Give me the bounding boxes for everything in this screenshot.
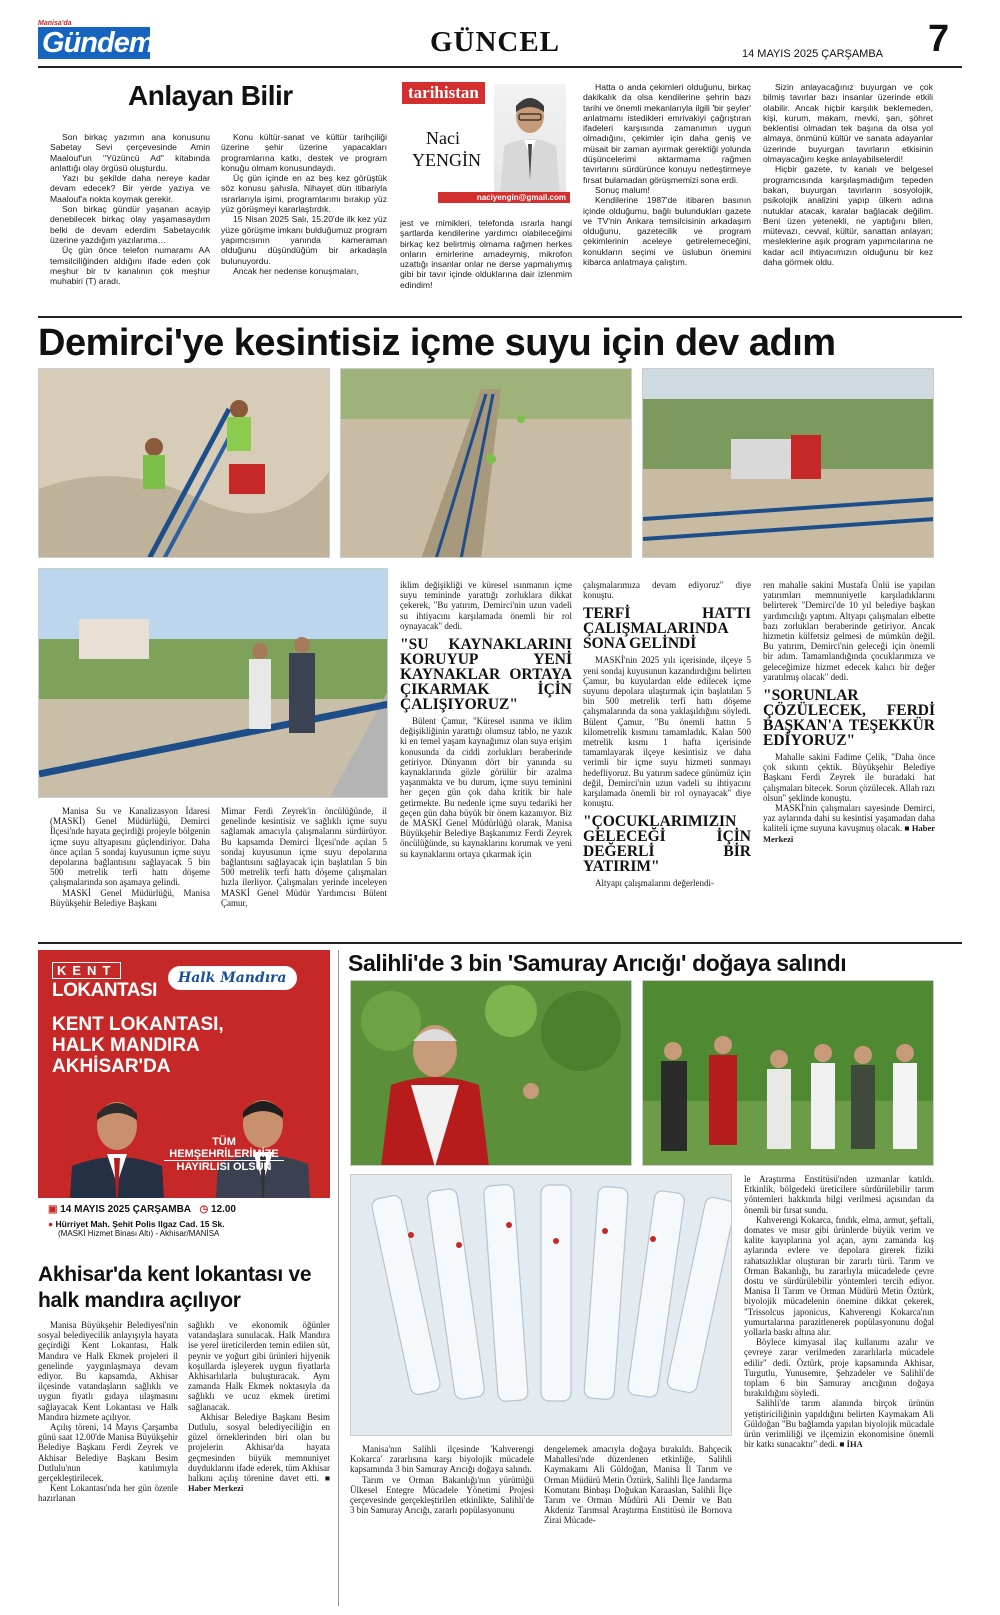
demirci-subheading-2: TERFİ HATTI ÇALIŞMALARINDA SONA GELİNDİ (583, 605, 751, 653)
author-email: naciyengin@gmail.com (438, 192, 570, 203)
salihli-photo-group (642, 980, 934, 1166)
newspaper-logo (38, 20, 154, 64)
demirci-text-5: ren mahalle sakini Mustafa Ünlü ise yapılan yatırımları memnuniyetle karşıladıklarını belirterek "Demirci'de 10 yıl belediye başkan yardımcılığı yaptım. Altyapı çalışmaları elbette bazı zorlukları beraberinde getiriyor. Ancak hizmetin külfetsiz gelmesi de mümkün değil. Bu yatırım, Demirci'nin geleceği için önemli bir adım. Tamamlandığında çocuklarımıza ve geleceğimize hizmet edecek kalıcı bir değer yaratılmış olacak" dedi. "SORUNLAR ÇÖZÜLECEK, FERDİ BAŞKAN'A TEŞEKKÜR EDİYORUZ" Mahalle sakini Fadime Çelik, "Daha önce çok sıkıntı çektik. Büyükşehir Belediye Başkanı Ferdi Zeyrek ile buradaki hat çalışmaları bitecek. Sorun çözülecek. Allah razı olsun" şeklinde konuştu. MASKİ'nin çalışmaları sayesinde Demirci, yaz aylarında dahi su kesintisi yaşamadan daha kaliteli içme suyuna kavuşmuş olacak. ■ Haber Merkezi (763, 580, 935, 844)
demirci-text-4: çalışmalarımıza devam ediyoruz" diye konuştu. TERFİ HATTI ÇALIŞMALARINDA SONA GELİNDİ MASKİ'nin 2025 yılı içerisinde, ilçeye 5 yeni sondaj kuyusunun kazandırdığını belirten Çamur, bu kuyulardan elde edilecek içme suyunu depolara ulaştırmak için başlatılan 5 bin 500 metrelik terfi hattı döşeme çalışmalarında da sona yaklaşıldığını söyledi. Bülent Çamur, "Bu önemli hattın 5 kilometrelik kısmını tamamladık. Kalan 500 metrelik kısmı 1 hafta içerisinde tamamlayarak ilçeye kesintisiz ve daha verimli bir içme suyu hizmeti sunmayı hedefliyoruz. Bu yatırım sadece günümüz için değil, Demirci'nin uzun vadeli su ihtiyacını karşılamada önemli bir rol oynayacak" diye konuştu. "ÇOCUKLARIMIZIN GELECEĞİ İÇİN DEĞERLİ BİR YATIRIM" Altyapı çalışmalarını değerlendi- (583, 580, 751, 889)
page-date: 14 MAYIS 2025 ÇARŞAMBA (742, 48, 884, 60)
akhisar-text-1: Manisa Büyükşehir Belediyesi'nin sosyal belediyecilik anlayışıyla hayata geçirdiği Kent Lokantası, Halk Mandıra ve Halk Ekmek projeleri il genelinde yaygınlaşmaya devam ediyor. Bu kapsamda, Akhisar ilçesinde vatandaşların sağlıklı ve uygun fiyatlı gıdaya ulaşmasını sağlayacak Kent Lokantası ve Halk Mandıra hizmete açılıyor. Açılış töreni, 14 Mayıs Çarşamba günü saat 12.00'de Manisa Büyükşehir Belediye Başkanı Ferdi Zeyrek ve Akhisar Belediye Başkanı Besim Dutlulu'nun katılımıyla gerçekleştirilecek. Kent Lokantası'nda her gün özenle hazırlanan (38, 1320, 178, 1504)
salihli-text-3: le Araştırma Enstitüsü'nden uzmanlar katıldı. Etkinlik, bölgedeki üreticilere sürdürülebilir tarım yöntemleri hakkında bilgi verilmesi açısından da önemli bir fırsat sundu. Kahverengi Kokarca, fındık, elma, armut, şeftali, domates ve mısır gibi ürünlerde büyük verim ve kalite kayıplarına yol açan, aynı zamanda kış aylarında evlere ve depolara girerek fiziki rahatsızlıklar oluşturan bir zararlı türü. Tarım ve Orman Bakanlığı, bu zararlıyla mücadelede çevre dostu ve sürdürülebilir yöntemleri tercih ediyor. Manisa İl Tarım ve Orman Müdürü Metin Öztürk, biyolojik mücadelenin önemine dikkat çekerek, "Trissolcus japonicus, Kahverengi Kokarca'nın yumurtalarına parazitlenerek popülasyonunu doğal yollarla baskı altına alır. Böylece kimyasal ilaç kullanımı azalır ve çevreye zarar verilmeden zararlılarla mücadele edilir" dedi. Öztürk, proje kapsamında Akhisar, Turgutlu, Yunusemre, Şehzadeler ve Salihli'de toplam 6 bin Samuray arıcığının doğaya bırakıldığını söyledi. Salihli'de tarım alanında birçok ürünün yetiştiriciliğinin yapıldığını belirten Kaymakam Ali Güldoğan "Bu bağlamda yapılan biyolojik mücadale ürün verimliliği ve ilçemizin ekonomisine önemli bir katkı sunacaktır" dedi. ■ İHA (744, 1174, 934, 1450)
ad-slogan-line3: HAYIRLISI OLSUN (164, 1160, 284, 1173)
demirci-headline: Demirci'ye kesintisiz içme suyu için dev adım (38, 322, 836, 364)
demirci-text-3: iklim değişikliği ve küresel ısınmanın içme suyu temininde yarattığı zorluklara dikkat çekerek, "Bu yatırım, Demirci'nin uzun vadeli su ihtiyacını karşılamada önemli bir rol oynayacak" dedi. "SU KAYNAKLARINI KORUYUP YENİ KAYNAKLAR ORTAYA ÇIKARMAK İÇİN ÇALIŞIYORUZ" Bülent Çamur, "Küresel ısınma ve iklim değişikliğinin yarattığı olumsuz tablo, ne yazık ki en temel yaşam kaynağımız olan suya erişim konusunda da ciddi zorlukları beraberinde getiriyor. Dünyanın dört bir yanında su kaynaklarında gözle görülür bir azalma yaşanmakta ve bu durum, içme suyu teminini her geçen gün çok daha kritik bir hale getirmekte. Bu nedenle içme suyu tedariki her geçen gün daha büyük bir önem kazanıyor. Biz de MASKİ Genel Müdürlüğü olarak, Manisa Büyükşehir Belediye Başkanımız Ferdi Zeyrek öncülüğünde, su kaynaklarını korumak ve yeni su kaynaklarını ortaya çıkarmak için (400, 580, 572, 859)
divider-1 (38, 316, 962, 318)
demirci-photo-truck (642, 368, 934, 558)
demirci-photo-officials (38, 568, 388, 798)
demirci-subheading-3: "ÇOCUKLARIMIZIN GELECEĞİ İÇİN DEĞERLİ BİR YATIRIM" (583, 813, 751, 876)
ad-date: 14 MAYIS 2025 ÇARŞAMBA (60, 1204, 191, 1215)
akhisar-headline: Akhisar'da kent lokantası ve halk mandıra açılıyor (38, 1263, 312, 1312)
calendar-icon: ▣ (48, 1204, 58, 1215)
akhisar-text-2: sağlıklı ve ekonomik öğünler vatandaşlara sunulacak. Halk Mandıra ise yerel üreticilerden temin edilen süt, peynir ve yoğurt gibi ürünleri hijyenik koşullarda işleyerek uygun fiyatlarla Akhisarlılarla buluşturacak. Aynı zamanda Halk Ekmek noktasıyla da sağlıklı ve ucuz ekmek üretimi sağlanacak. Akhisar Belediye Başkanı Besim Dutlulu, sosyal belediyeciliğin en güzel örneklerinden biri olan bu projelerin Akhisar'da hayata geçmesinden büyük memnuniyet duyduklarını ifade ederek, tüm Akhisar halkını açılış törenine davet etti. ■ Haber Merkezi (188, 1320, 330, 1494)
salihli-text-1: Manisa'nın Salihli ilçesinde 'Kahverengi Kokarca' zararlısına karşı biyolojik mücadele kapsamında 3 bin Samuray Arıcığı doğaya salındı. Tarım ve Orman Bakanlığı'nın yürüttüğü Ülkesel Entegre Mücadele Yönetimi Projesi çerçevesinde gerçekleştirilen etkinlikte, Salihli'de 3 bin Samuray Arıcığı, zararlı popülasyonunu (350, 1444, 534, 1516)
ad-brand-halk-mandira: Halk Mandıra (168, 966, 297, 990)
logo-top-text: Manisa'da (38, 20, 72, 27)
logo-main-text: Gündem (38, 27, 150, 59)
demirci-byline: ■ Haber Merkezi (763, 823, 935, 844)
salihli-headline: Salihli'de 3 bin 'Samuray Arıcığı' doğaya salındı (348, 950, 847, 976)
ad-headline: KENT LOKANTASI, HALK MANDIRA AKHİSAR'DA (52, 1014, 224, 1077)
ad-slogan-line2: HEMŞEHRİLERİMİZE (169, 1148, 279, 1160)
ad-time: 12.00 (210, 1204, 236, 1215)
ad-brand-kent (52, 962, 157, 1002)
column-title: Anlayan Bilir (128, 80, 293, 111)
author-photo (494, 84, 566, 196)
demirci-photo-workers (38, 368, 330, 558)
ad-slogan (164, 1136, 284, 1173)
demirci-photo-trench (340, 368, 632, 558)
column-text-2: Konu kültür-sanat ve kültür tarihçiliği üzerine şehir üzerine yapacakları programlarına katkı, destek ve program konuğu olmam konusundaydı. Üç gün içinde en az beş kez görüştük söz konusu şahısla. Nihayet dün itibariyla ısrarlarıyla işimi, programlarımı bırakıp yüz yüz görüşmeyi kararlaştırdık. 15 Nisan 2025 Salı, 15.20'de ilk kez yüz yüze görüşme imkanı bulduğumuz program yapımcısının yanında kameraman olduğunu düşündüğüm bir arkadaşla bulunuyordu. Ancak her nedense konuşmaları, (221, 132, 387, 276)
demirci-subheading-4: "SORUNLAR ÇÖZÜLECEK, FERDİ BAŞKAN'A TEŞEKKÜR EDİYORUZ" (763, 687, 935, 750)
vertical-divider (338, 950, 339, 1606)
divider-2 (38, 942, 962, 944)
section-title: GÜNCEL (429, 26, 561, 58)
demirci-text-2: Mimar Ferdi Zeyrek'in öncülüğünde, il genelinde kesintisiz ve sağlıklı içme suyu sağlamak amacıyla çalışmalarını sürdürüyor. Bu kapsamda Demirci İlçesi'nde açılan 5 sondaj kuyusunun içme suyu depolarına bağlantısını sağlayacak için başlatılan 5 bin 500 metrelik terfi hattı döşeme çalışmaları hızla ilerliyor. Çalışmaları yerinde inceleyen MASKİ Genel Müdür Yardımcısı Bülent Çamur, (221, 806, 387, 908)
location-pin-icon: ● (48, 1219, 54, 1229)
clock-icon: ◷ (199, 1204, 209, 1215)
demirci-subheading-1: "SU KAYNAKLARINI KORUYUP YENİ KAYNAKLAR ORTAYA ÇIKARMAK İÇİN ÇALIŞIYORUZ" (400, 636, 572, 714)
ad-address-1: Hürriyet Mah. Şehit Polis Ilgaz Cad. 15 Sk. (55, 1219, 225, 1229)
column-text-3: jest ve mimikleri, telefonda ısrarla hangi şartlarda kendilerine yardımcı olabileceğimi birkaç kez belirtmiş olmama rağmen herkes onların emirlerine amadeymiş, mikrofon uzattığı insanlar onlar ne derse yapmalıymış gibi bir tavır içinde olduklarına dair izlenmim edindim! (400, 218, 572, 290)
akhisar-byline: ■ Haber Merkezi (188, 1473, 330, 1494)
ad-brand-kent-top: KENT (52, 962, 121, 979)
page-number: 7 (928, 18, 950, 60)
ad-brand-kent-bottom: LOKANTASI (52, 980, 157, 1001)
column-text-4: Hatta o anda çekimleri olduğunu, birkaç dakikalık da olsa kendilerine şehrin bazı tarihi ve önemli mekanlarıyla ilgili 'bir şeyler' anlatmamı istedikleri emrivakiyi çağrıştıran ifadeleri karşısında zamanımın uygun olmadığını, çekimler için daha geniş ve müsait bir zaman ayırmak gerektiği yolunda düşüncelerimi aktarmama rağmen tavırlarını sürdürünce konuyu netleştirmeye fırsat bulamadan görüşmemizi sona erdi. Sonuç malum! Kendilerine 1987'de itibaren basının içinde olduğumu, bağlı bulundukları gazete ve TV'nin Ankara temsilcisinin arkadaşım olduğunu, gazetecilik ve program çekimlerinin aceleye getirelemeceğini, konukların seçimi ve üslubun önemini kibarca anlatmaya çalıştım. (583, 82, 751, 268)
author-first-name: Naci (426, 128, 460, 148)
salihli-photo-vials (350, 1174, 732, 1436)
salihli-byline: ■ İHA (839, 1439, 863, 1450)
ad-address-2: (MASKİ Hizmet Binası Altı) - Akhisar/MANİSA (58, 1229, 220, 1238)
author-box (398, 78, 573, 206)
column-text-1: Son birkaç yazımın ana konusunu Sabetay Sevi çerçevesinde Amin Maalouf'un "Yüzüncü Ad" kitabında anlattığı olay örgüsü oluşturdu. Yazı bu şekilde daha nereye kadar devam edecek? Bir yerde yazıya ve Maalouf'a nokta koymak gerekir. Son birkaç gündür yaşanan acayip denebilecek birkaç olay yaşamasaydım belki de devam ederdim Sabetaycılık üzerine yazdığım yazılarıma… Üç gün önce telefon numaramı AA temsilciliğinden aldığını ifade eden çok meşhur bir tv kanalının çok meşhur muhabiri (T) aradı. (50, 132, 210, 287)
ad-slogan-line1: TÜM (212, 1136, 236, 1148)
header-rule (38, 66, 962, 68)
ad-info-bar (38, 1198, 330, 1254)
kent-lokantasi-ad (38, 950, 330, 1254)
column-text-5: Sizin anlayacağınız buyurgan ve çok bilmiş tavırlar bazı insanlar üzerinde etkili olabilir. Ancak hiçbir karşılık beklemeden, kişi, kurum, makam, mevki, şan, şöhret beklentisi olmadan tek başına da olsa yol almaya, önmünü kültür ve sanata adayanlar üzerinde buyurgan tavırların etkisinin olmayacağını keşke anlayabilselerdi! Hiçbir gazete, tv kanalı ve belgesel programcısında karşılaşmadığım tepeden bakan, buyurgan tavırların sosyolojik, psikolojik analizini yapıp ülkem adına nutuklar atacak, karalar bağlacak değilim. Beni üzen yetenekli, ne yaptığını bilen, mütevazı, cevval, kültür, sanattan anlayan; mesleklerine aşık program yapımcılarına ne kadar acil ihtiyacımızın olduğunu bir kez daha görmek oldu. (763, 82, 933, 268)
author-last-name: YENGİN (412, 150, 481, 170)
demirci-text-1: Manisa Su ve Kanalizasyon İdaresi (MASKİ) Genel Müdürlüğü, Demirci İlçesi'nde hayata geçirdiği projeyle bölgenin içme suyu altyapısını güçlendiriyor. Daha önce açılan 5 sondaj kuyusunun içme suyu depolarına bağlantısını sağlayacak 5 bin 500 metrelik terfi hattı döşeme çalışmalarında son aşamaya gelindi. MASKİ Genel Müdürlüğü, Manisa Büyükşehir Belediye Başkanı (50, 806, 210, 908)
column-brand: tarihistan (402, 82, 485, 104)
salihli-text-2: dengelemek amacıyla doğaya bırakıldı. Bahçecik Mahallesi'nde düzenlenen etkinliğe, Salihli Kaymakamı Ali Güldoğan, Manisa İl Tarım ve Orman Müdürü Metin Öztürk, Salihli İlçe Jandarma Komutanı Binbaşı Doğukan Karaaslan, Salihli İlçe Tarım ve Orman Müdürü Ali Demir ve Batı Akdeniz Tarımsal Araştırma Enstitüsü ile Bornova Zirai Mücade- (544, 1444, 732, 1526)
salihli-photo-kaymakam (350, 980, 632, 1166)
